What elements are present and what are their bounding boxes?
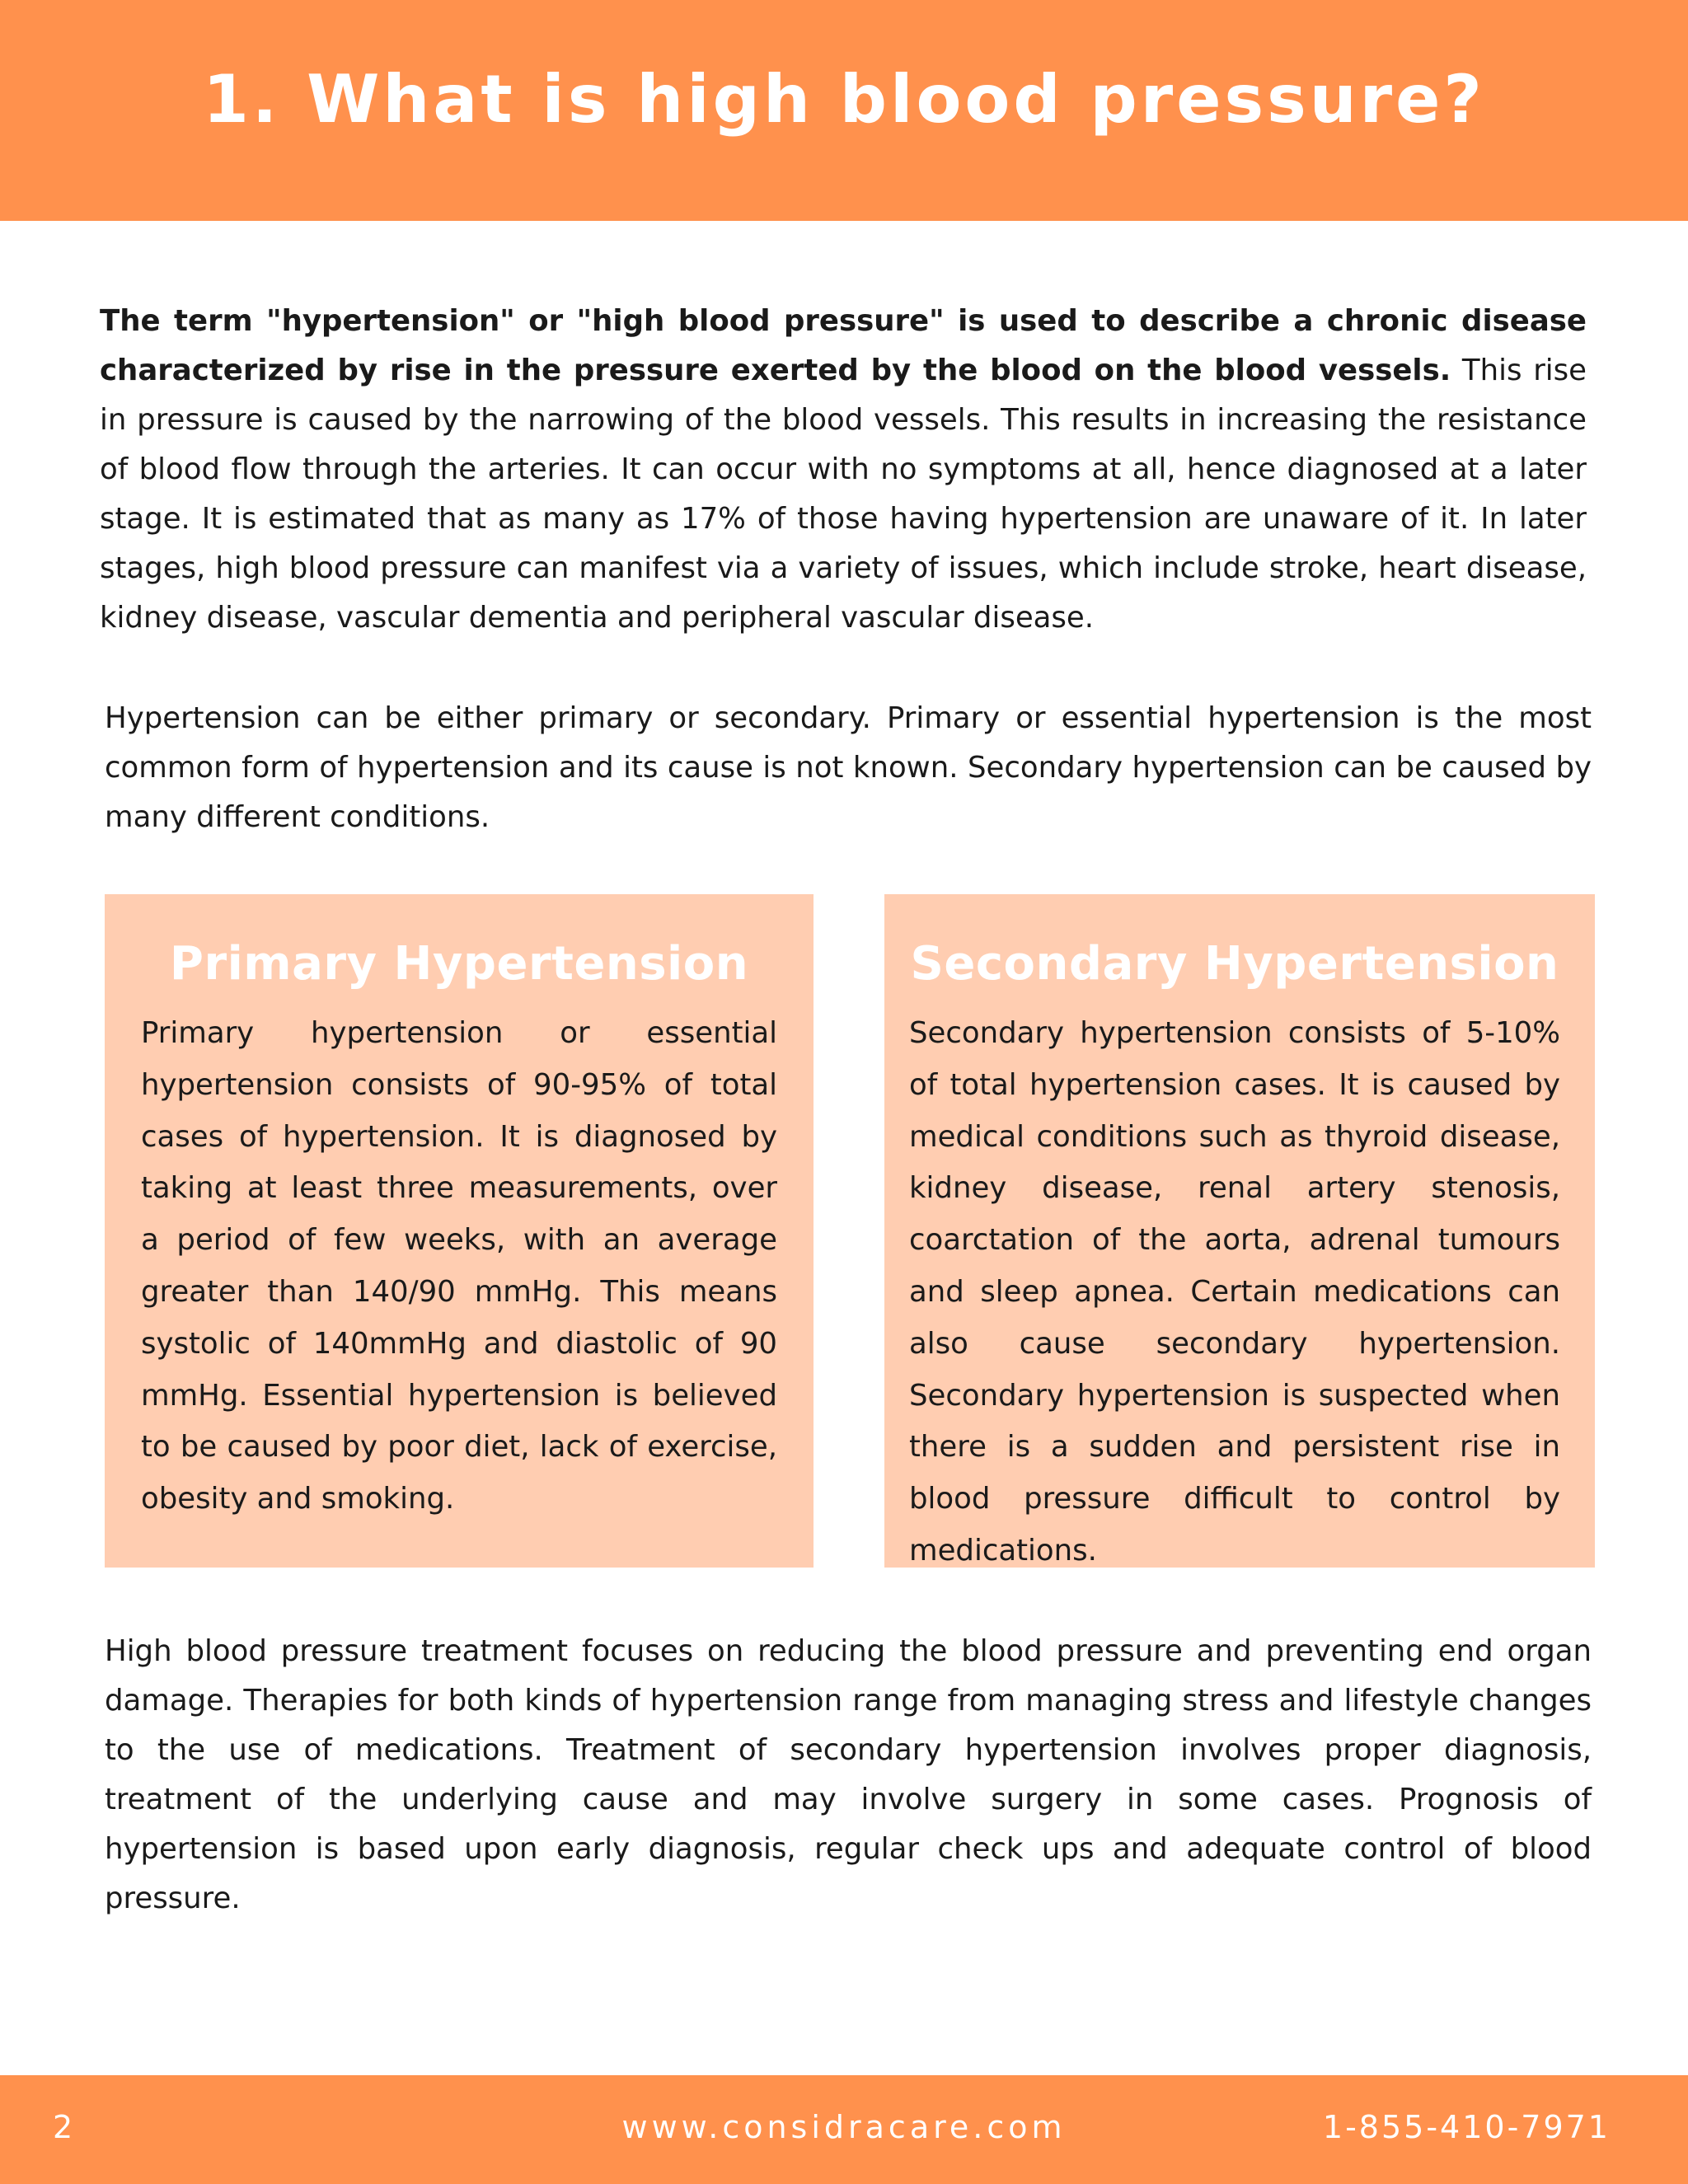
- primary-box-text: Primary hypertension or essential hypertension consists of 90-95% of total cases of hypertension. It is diagnosed by taking at least three measurements, over a period of few weeks, with an average greater than 140/90 mmHg. This means systolic of 140mmHg and diastolic of 90 mmHg. Essential hypertension is believed to be caused by poor diet, lack of exercise, obesity and smoking.: [141, 1016, 777, 1516]
- page-footer: [0, 2075, 1688, 2184]
- intro-paragraph: [100, 297, 1587, 643]
- secondary-hypertension-box: [884, 894, 1595, 1568]
- primary-hypertension-box: [105, 894, 814, 1568]
- intro-body-text: This rise in pressure is caused by the narrowing of the blood vessels. This results in increasing the resistance of blood flow through the arteries. It can occur with no symptoms at all, hence diagnosed at a later stage. It is estimated that as many as 17% of those having hypertension are unaware of it. In later stages, high blood pressure can manifest via a variety of issues, which include stroke, heart disease, kidney disease, vascular dementia and peripheral vascular disease.: [100, 354, 1587, 635]
- treatment-paragraph: High blood pressure treatment focuses on reducing the blood pressure and preventing end organ damage. Therapies for both kinds of hypertension range from managing stress and lifestyle changes to the use of medications. Treatment of secondary hypertension involves proper diagnosis, treatment of the underlying cause and may involve surgery in some cases. Prognosis of hypertension is based upon early diagnosis, regular check ups and adequate control of blood pressure.: [105, 1634, 1592, 1915]
- primary-box-title: Primary Hypertension: [169, 937, 749, 991]
- page-header-banner: [0, 0, 1688, 221]
- phone-number[interactable]: 1-855-410-7971: [1322, 2109, 1611, 2145]
- page-number: 2: [53, 2109, 73, 2145]
- secondary-box-text: Secondary hypertension consists of 5-10% of total hypertension cases. It is caused by medical conditions such as thyroid disease, kidney disease, renal artery stenosis, coarctation of the aorta, adrenal tumours and sleep apnea. Certain medications can also cause secondary hypertension. Secondary hypertension is suspected when there is a sudden and persistent rise in blood pressure difficult to control by medications.: [909, 1016, 1560, 1568]
- types-paragraph: Hypertension can be either primary or secondary. Primary or essential hypertension is the most common form of hypertension and its cause is not known. Secondary hypertension can be caused by many different conditions.: [105, 701, 1592, 834]
- page-title: 1. What is high blood pressure?: [203, 61, 1485, 138]
- intro-bold-definition: The term "hypertension" or "high blood pressure" is used to describe a chronic disease characterized by rise in the pressure exerted by the blood on the blood vessels.: [100, 304, 1587, 387]
- website-link[interactable]: www.considracare.com: [621, 2109, 1067, 2145]
- secondary-box-title: Secondary Hypertension: [910, 937, 1559, 991]
